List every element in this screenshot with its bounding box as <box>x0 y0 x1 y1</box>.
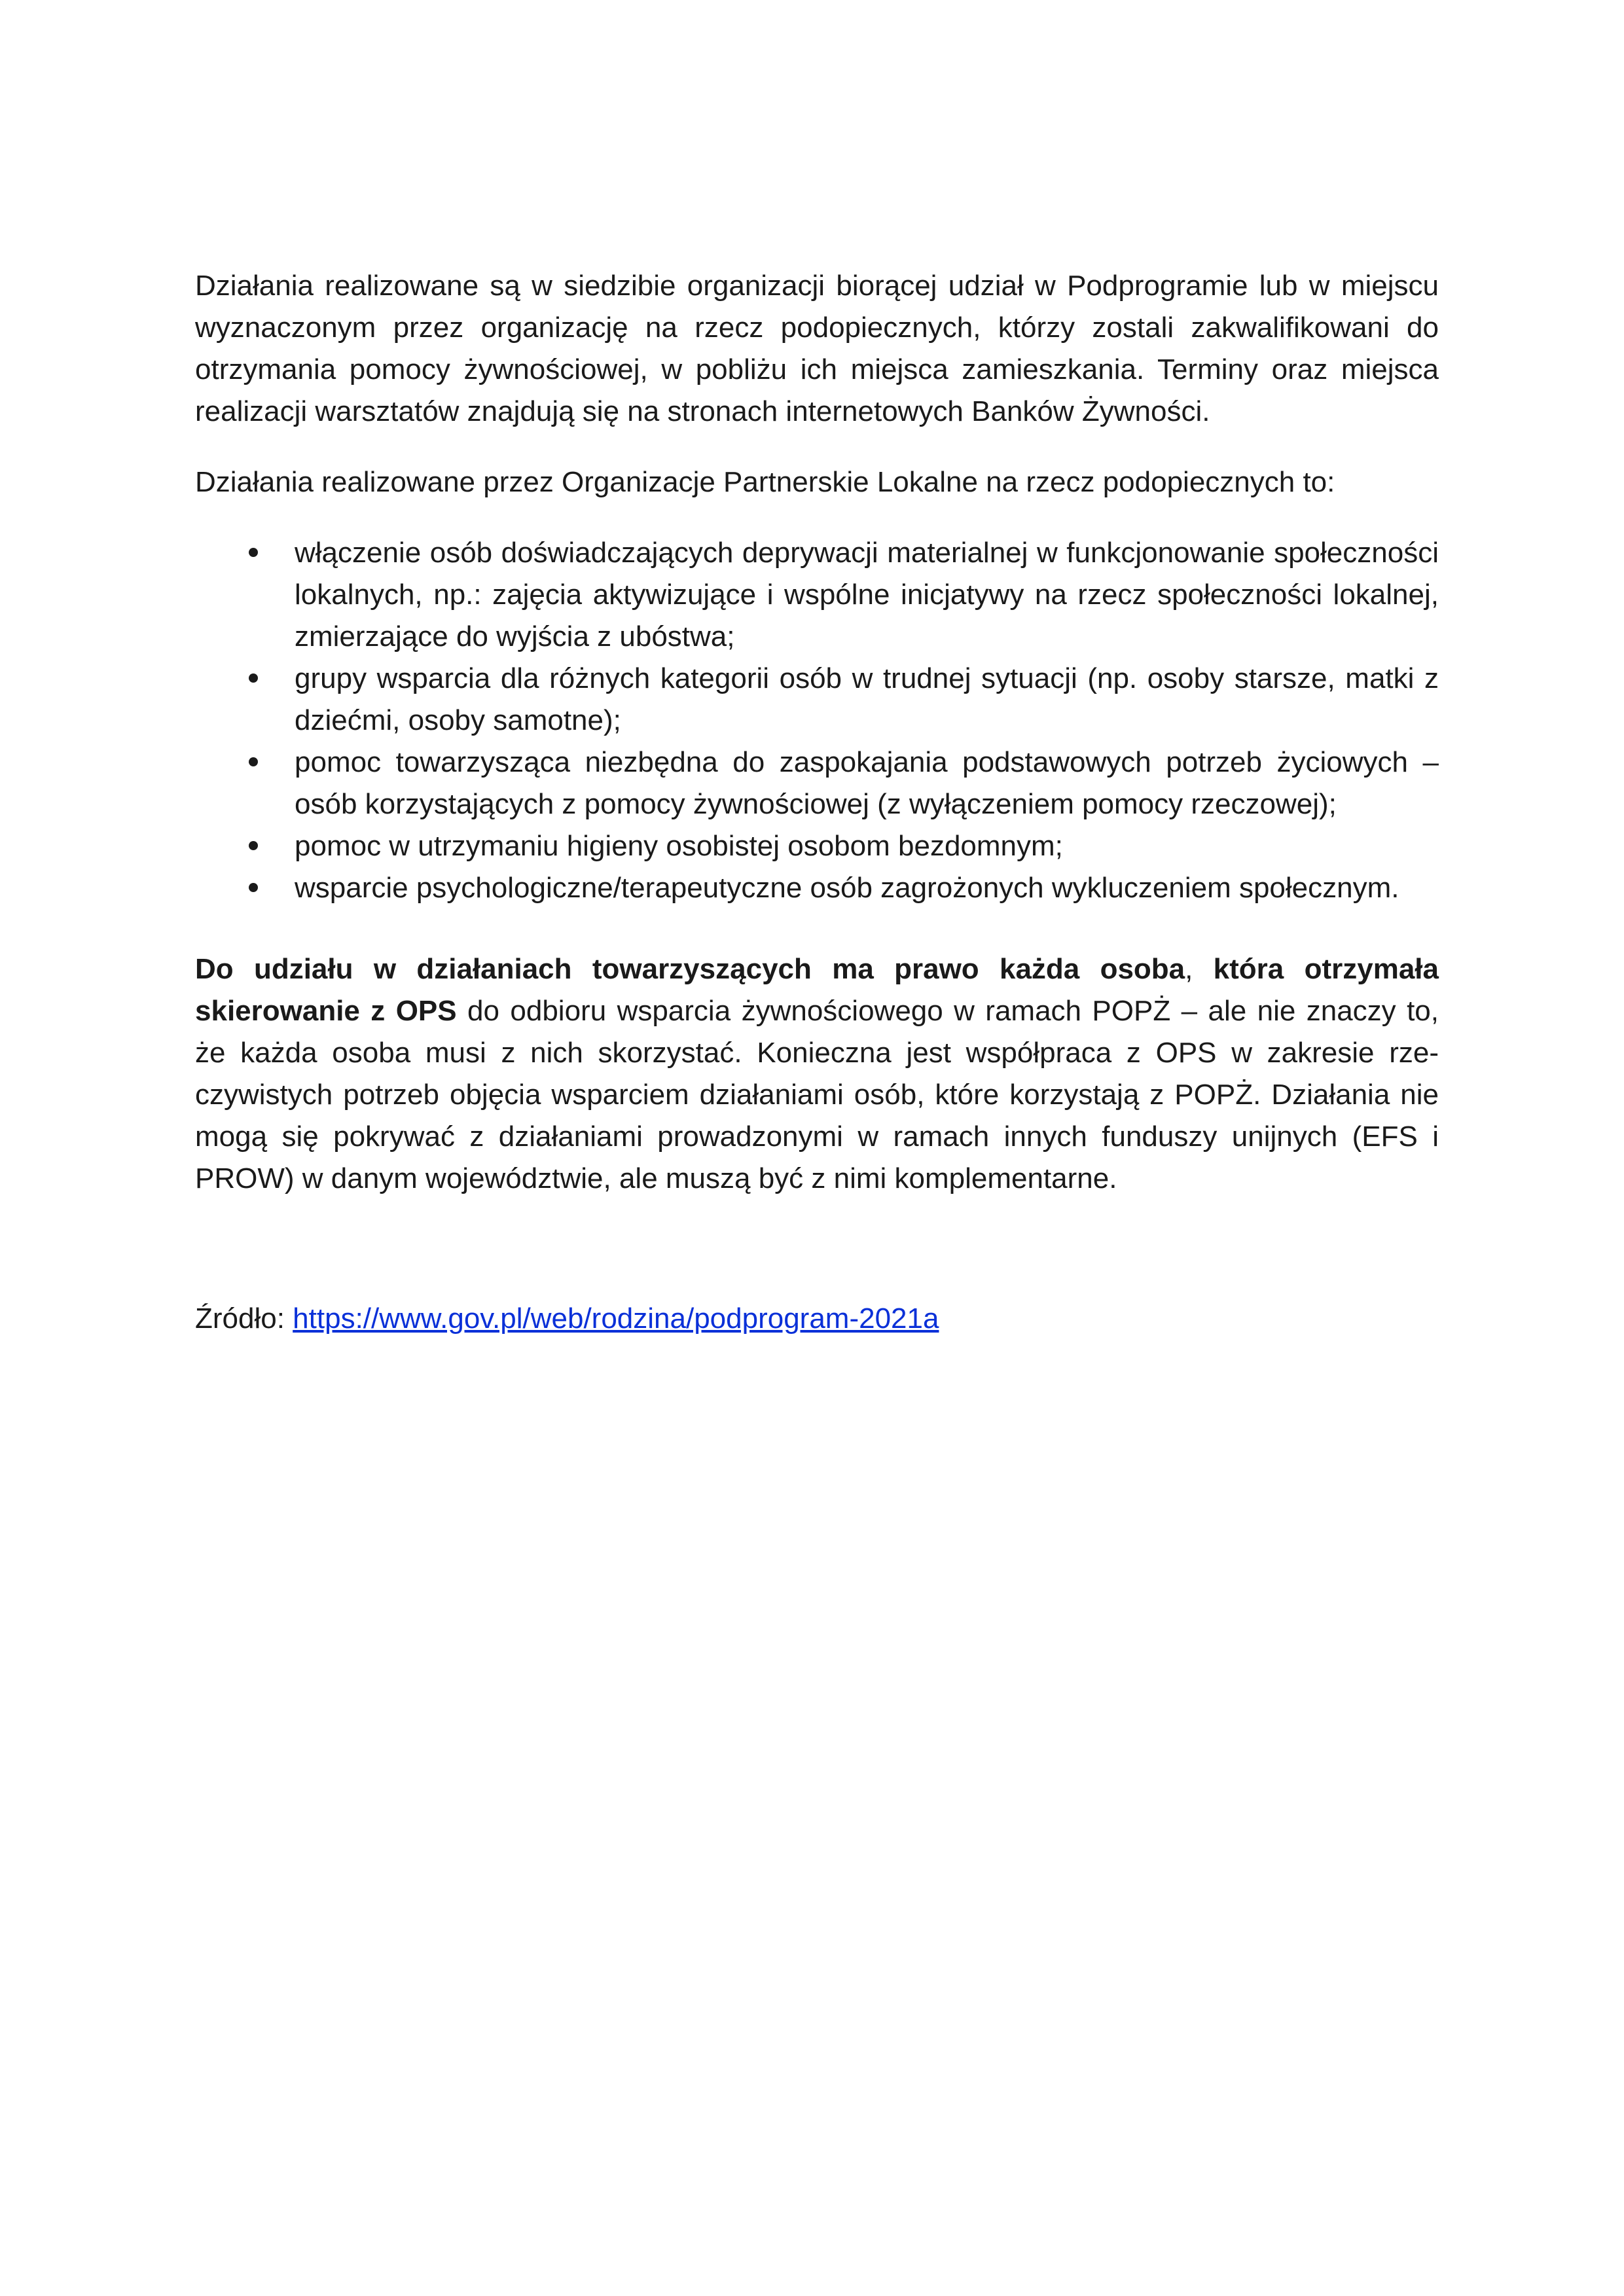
bullet-icon <box>249 841 258 850</box>
list-item <box>195 658 1439 742</box>
list-item <box>195 742 1439 825</box>
source-link[interactable]: https://www.gov.pl/web/rodzina/podprogram-2021a <box>293 1302 939 1335</box>
paragraph-eligibility <box>195 948 1439 1200</box>
activities-list <box>195 532 1439 909</box>
list-item <box>195 532 1439 658</box>
bullet-icon <box>249 883 258 892</box>
list-item-text: wsparcie psychologiczne/terapeutyczne osób zagrożonych wykluczeniem społecznym. <box>295 872 1399 904</box>
list-item <box>195 825 1439 867</box>
list-item-text: włączenie osób doświadczających deprywacji materialnej w funkcjonowanie społeczności lokalnych, np.: zajęcia aktywizujące i wspólne inicjatywy na rzecz społeczności lokalnej, zmierzające do wyjścia z ubóstwa; <box>295 537 1439 653</box>
list-item-text: pomoc towarzysząca niezbędna do zaspokajania podstawowych potrzeb życiowych – osób korzystających z pomocy żywnościowej (z wyłączeniem pomocy rzeczowej); <box>295 746 1439 820</box>
source-line <box>195 1298 1439 1340</box>
paragraph-locations: Działania realizowane są w siedzibie organizacji biorącej udział w Podprogramie lub w miejscu wyznaczonym przez organizację na rzecz podopiecznych, którzy zostali zakwalifikowani do otrzymania pomocy żywnościowej, w pobliżu ich miejsca zamieszkania. Terminy oraz miejsca realizacji warsztatów znajdują się na stronach internetowych Banków Żywności. <box>195 270 1439 427</box>
paragraph-activities-intro: Działania realizowane przez Organizacje Partnerskie Lokalne na rzecz podopiecznych to: <box>195 466 1335 498</box>
bullet-icon <box>249 673 258 683</box>
list-item <box>195 867 1439 909</box>
list-item-text: pomoc w utrzymaniu higieny osobistej osobom bezdomnym; <box>295 830 1063 862</box>
list-item-text: grupy wsparcia dla różnych kategorii osób w trudnej sytuacji (np. osoby starsze, matki z dziećmi, osoby samotne); <box>295 662 1439 736</box>
eligibility-bold-1: Do udziału w działaniach towarzyszących ma prawo każda osoba <box>195 953 1185 985</box>
bullet-icon <box>249 757 258 766</box>
bullet-icon <box>249 548 258 557</box>
eligibility-comma: , <box>1185 953 1214 985</box>
eligibility-rest: do odbioru wsparcia żywnościowego w ramach POPŻ – ale nie znaczy to, że każda osoba musi z nich skorzystać. Konieczna jest współpraca z OPS w zakresie rzeczywistych potrzeb objęcia wsparciem działaniami osób, które korzystają z POPŻ. Działania nie mogą się pokrywać z działaniami prowadzonymi w ramach innych funduszy unijnych (EFS i PROW) w danym województwie, ale muszą być z nimi komplementarne. <box>195 995 1439 1194</box>
eligibility-bold-2: która otrzymała skierowanie z OPS <box>195 953 1439 1027</box>
document-body <box>195 265 1439 1340</box>
source-label: Źródło: <box>195 1302 293 1335</box>
